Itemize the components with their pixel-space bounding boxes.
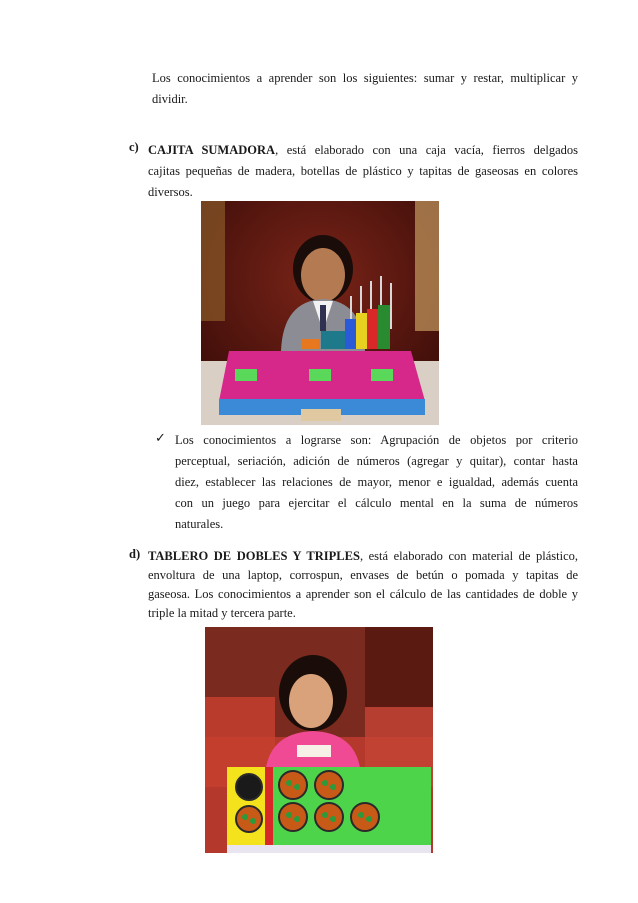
photo-tablero-dobles-triples (205, 627, 433, 853)
photo-tablero-image (205, 627, 433, 853)
item-c-label: c) (129, 140, 139, 154)
item-c-title: CAJITA SUMADORA (148, 143, 276, 157)
item-d-line-4: triple la mitad y tercera parte. (148, 606, 296, 620)
item-d-line-1-rest: , está elaborado con material de plástico, (359, 549, 578, 563)
item-d-title: TABLERO DE DOBLES Y TRIPLES (148, 549, 360, 563)
bullet-line-4: con un juego para ejercitar el cálculo mental en la suma de números (175, 496, 578, 510)
item-c-line-1 (148, 140, 578, 161)
item-d-paragraph (148, 547, 578, 623)
bullet-line-5: naturales. (175, 517, 224, 531)
item-c-bullet-paragraph (175, 430, 578, 535)
intro-paragraph (152, 68, 578, 110)
item-c-line-3: diversos. (148, 185, 193, 199)
item-d-line-3: gaseosa. Los conocimientos a aprender son el cálculo de las cantidades de doble y (148, 587, 578, 601)
item-d-line-2: envoltura de una laptop, corrospun, envases de betún o pomada y tapitas de (148, 568, 578, 582)
item-d-label: d) (129, 547, 141, 561)
photo-cajita-sumadora (201, 201, 439, 425)
bullet-line-1: Los conocimientos a lograrse son: Agrupación de objetos por criterio (175, 433, 578, 447)
item-c-line-1-rest: , está elaborado con una caja vacía, fierros delgados (275, 143, 578, 157)
checkmark-icon: ✓ (155, 430, 166, 445)
photo-cajita-sumadora-image (201, 201, 439, 425)
intro-line-1: Los conocimientos a aprender son los siguientes: sumar y restar, multiplicar y (152, 71, 578, 85)
item-c-paragraph (148, 140, 578, 203)
item-c-line-2: cajitas pequeñas de madera, botellas de plástico y tapitas de gaseosas en colores (148, 164, 578, 178)
bullet-line-2: perceptual, seriación, adición de números (agregar y quitar), contar hasta (175, 454, 578, 468)
item-d-line-1 (148, 547, 578, 566)
intro-line-2: dividir. (152, 92, 188, 106)
bullet-line-3: diez, establecer las relaciones de mayor, menor e igualdad, además cuenta (175, 475, 578, 489)
